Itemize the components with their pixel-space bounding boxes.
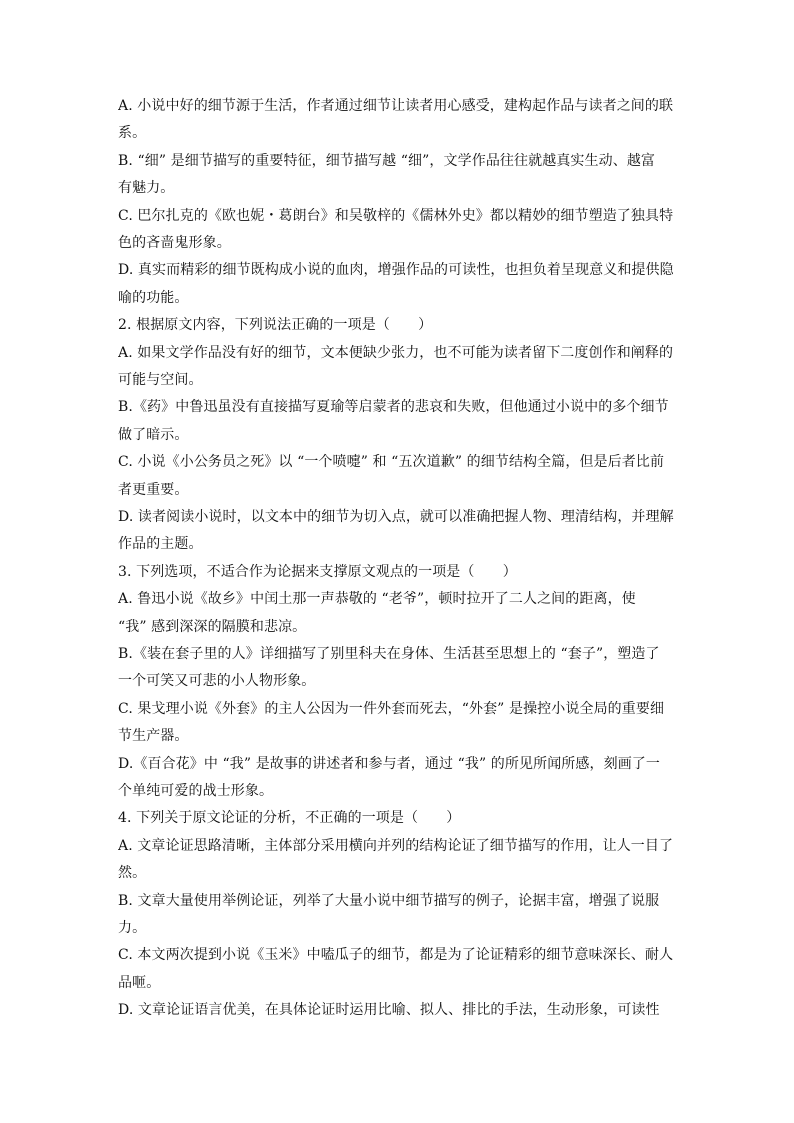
text-line: B.《药》中鲁迅虽没有直接描写夏瑜等启蒙者的悲哀和失败，但他通过小说中的多个细节 bbox=[118, 399, 669, 416]
text-line: 节生产器。 bbox=[118, 728, 189, 745]
text-line: 系。 bbox=[118, 125, 147, 142]
text-line: D. 文章论证语言优美，在具体论证时运用比喻、拟人、排比的手法，生动形象，可读性 bbox=[118, 1002, 660, 1019]
text-line: 者更重要。 bbox=[118, 481, 189, 498]
text-line: A. 小说中好的细节源于生活，作者通过细节让读者用心感受，建构起作品与读者之间的联 bbox=[118, 98, 674, 114]
text-line: C. 小说《小公务员之死》以 “一个喷嚏” 和 “五次道歉” 的细节结构全篇，但是后者比前 bbox=[118, 454, 665, 471]
text-line: 4. 下列关于原文论证的分析，不正确的一项是（ ） bbox=[118, 810, 461, 827]
text-line: 一个可笑又可悲的小人物形象。 bbox=[118, 673, 316, 690]
text-line: A. 如果文学作品没有好的细节，文本便缺少张力，也不可能为读者留下二度创作和阐释的 bbox=[118, 344, 674, 361]
text-line: 品咂。 bbox=[118, 974, 161, 991]
text-line: C. 巴尔扎克的《欧也妮・葛朗台》和吴敬梓的《儒林外史》都以精妙的细节塑造了独具特 bbox=[118, 207, 674, 224]
text-line: 有魅力。 bbox=[118, 180, 175, 197]
text-line: 作品的主题。 bbox=[118, 536, 203, 553]
text-line: B.《装在套子里的人》详细描写了别里科夫在身体、生活甚至思想上的 “套子”，塑造了 bbox=[118, 646, 660, 662]
text-line: B. “细” 是细节描写的重要特征，细节描写越 “细”，文学作品往往就越真实生动、越富 bbox=[118, 152, 656, 169]
text-line: C. 果戈理小说《外套》的主人公因为一件外套而死去，“外套” 是操控小说全局的重要细 bbox=[118, 700, 665, 717]
text-line: 做了暗示。 bbox=[118, 426, 189, 443]
text-line: 2. 根据原文内容，下列说法正确的一项是（ ） bbox=[118, 317, 433, 334]
text-line: D.《百合花》中 “我” 是故事的讲述者和参与者，通过 “我” 的所见所闻所感，刻画了一 bbox=[118, 755, 661, 772]
text-line: A. 文章论证思路清晰，主体部分采用横向并列的结构论证了细节描写的作用，让人一目了 bbox=[118, 837, 674, 854]
text-line: 喻的功能。 bbox=[118, 289, 189, 306]
text-line: B. 文章大量使用举例论证，列举了大量小说中细节描写的例子，论据丰富，增强了说服 bbox=[118, 892, 660, 909]
text-line: 色的吝啬鬼形象。 bbox=[118, 235, 231, 251]
text-line: “我” 感到深深的隔膜和悲凉。 bbox=[118, 618, 307, 635]
text-line: 3. 下列选项，不适合作为论据来支撑原文观点的一项是（ ） bbox=[118, 563, 517, 580]
text-line: 力。 bbox=[118, 920, 147, 936]
text-line: 然。 bbox=[118, 865, 147, 882]
text-line: 可能与空间。 bbox=[118, 372, 203, 388]
text-line: D. 真实而精彩的细节既构成小说的血肉，增强作品的可读性，也担负着呈现意义和提供隐 bbox=[118, 262, 674, 279]
text-line: C. 本文两次提到小说《玉米》中嗑瓜子的细节，都是为了论证精彩的细节意味深长、耐人 bbox=[118, 947, 674, 964]
text-line: A. 鲁迅小说《故乡》中闰土那一声恭敬的 “老爷”，顿时拉开了二人之间的距离，使 bbox=[118, 591, 636, 608]
text-line: 个单纯可爱的战士形象。 bbox=[118, 783, 274, 799]
text-line: D. 读者阅读小说时，以文本中的细节为切入点，就可以准确把握人物、理清结构，并理解 bbox=[118, 509, 674, 525]
